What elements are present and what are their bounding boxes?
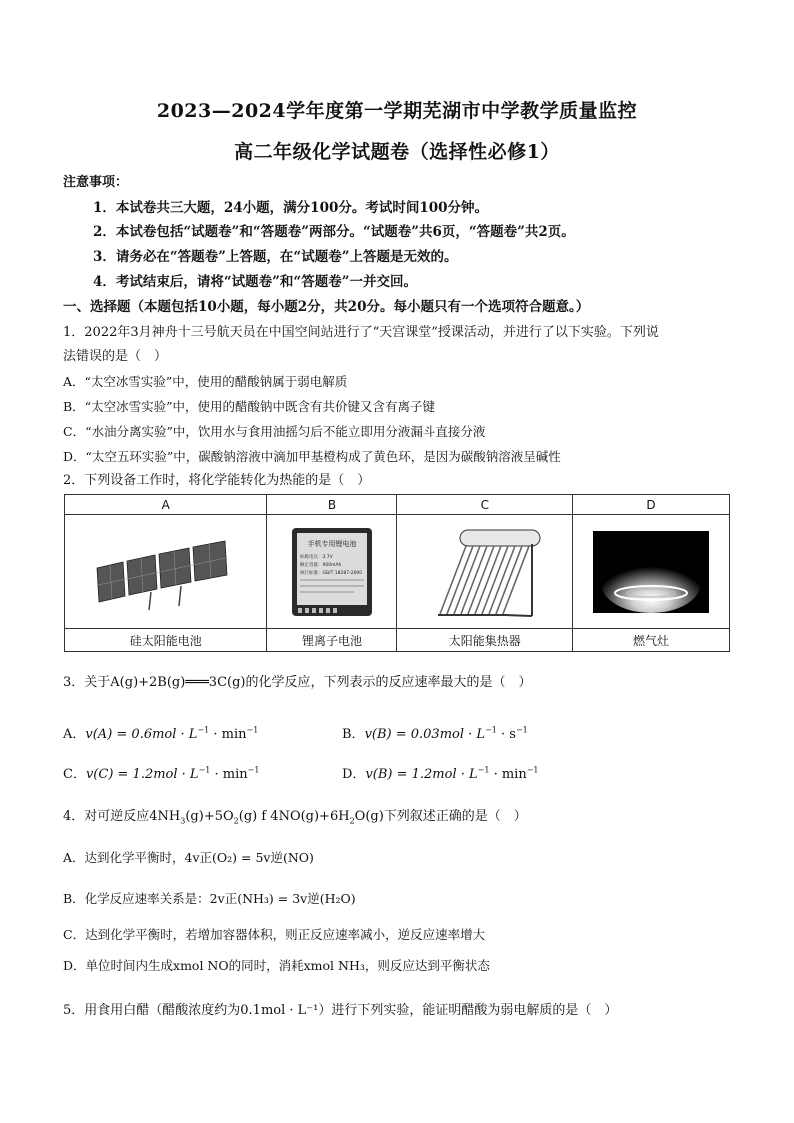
q4-option-a: A．达到化学平衡时，4v正(O₂) = 5v逆(NO) — [63, 850, 314, 865]
q3-option-c-exp1: −1 — [198, 765, 211, 775]
gas-stove-picture — [593, 531, 709, 613]
q3-option-b-unit: · s — [496, 727, 516, 742]
gas-stove-cell — [573, 515, 730, 629]
notice-item-1: 1．本试卷共三大题，24小题，满分100分。考试时间100分钟。 — [93, 200, 489, 216]
q3-prefix: 3．关于 — [63, 675, 111, 690]
q3-option-a-unit: · min — [209, 727, 247, 742]
battery-picture — [284, 524, 380, 620]
q3-option-c — [63, 766, 259, 784]
q1-option-d: D．“太空五环实验”中，碳酸钠溶液中滴加甲基橙构成了黄色环，是因为碳酸钠溶液呈碱性 — [63, 449, 561, 464]
q5-stem: 5．用食用白醋（醋酸浓度约为0.1mol · L⁻¹）进行下列实验，能证明醋酸为弱电解质的是（ ） — [63, 1003, 618, 1018]
q4-reaction-part4: O(g) — [354, 809, 384, 824]
q3-option-c-value: v(C) = 1.2mol · L — [85, 767, 199, 782]
q3-option-b-exp2: −1 — [515, 725, 528, 735]
q3-option-c-label: C． — [63, 767, 86, 782]
battery-label-voltage: 标称电压：3.7V — [299, 554, 333, 560]
q3-option-b-exp1: −1 — [485, 725, 497, 735]
q3-option-d-label: D． — [342, 767, 366, 782]
battery-label-title: 手机专用锂电池 — [307, 539, 357, 548]
q3-option-a-value: v(A) = 0.6mol · L — [85, 727, 198, 742]
q4-option-b: B．化学反应速率关系是：2v正(NH₃) = 3v逆(H₂O) — [63, 891, 356, 906]
table-header-a: A — [65, 495, 267, 515]
notice-item-2: 2．本试卷包括“试题卷”和“答题卷”两部分。“试题卷”共6页，“答题卷”共2页。 — [93, 224, 575, 240]
q3-option-a-exp1: −1 — [197, 725, 210, 735]
q3-option-d-unit: · min — [489, 767, 527, 782]
notice-item-3: 3．请务必在“答题卷”上答题，在“试题卷”上答题是无效的。 — [93, 249, 458, 265]
q4-option-c: C．达到化学平衡时，若增加容器体积，则正反应速率减小，逆反应速率增大 — [63, 927, 486, 942]
q4-reaction-part3: (g) f 4NO(g)+6H — [238, 809, 350, 824]
q4-prefix: 4．对可逆反应 — [63, 809, 150, 824]
q4-reaction-part1: 4NH — [149, 809, 181, 824]
label-c: 太阳能集热器 — [397, 629, 573, 652]
solar-heater-picture — [420, 522, 550, 622]
solar-heater-cell — [397, 515, 573, 629]
battery-label-capacity: 额定容量：900mAh — [299, 562, 342, 568]
notice-heading: 注意事项： — [63, 175, 129, 190]
q3-option-d-exp1: −1 — [477, 765, 490, 775]
exam-subtitle: 高二年级化学试题卷（选择性必修1） — [234, 141, 560, 163]
q1-option-a: A．“太空冰雪实验”中，使用的醋酸钠属于弱电解质 — [63, 374, 348, 389]
label-d: 燃气灶 — [573, 629, 730, 652]
battery-cell — [267, 515, 397, 629]
battery-label-standard: 执行标准：GB/T 18287-2000 — [299, 570, 363, 576]
q4-suffix: 下列叙述正确的是（ ） — [383, 809, 527, 824]
section-heading: 一、选择题（本题包括10小题，每小题2分，共20分。每小题只有一个选项符合题意。） — [63, 299, 590, 315]
table-header-d: D — [573, 495, 730, 515]
q3-option-a-exp2: −1 — [246, 725, 259, 735]
solar-panel-picture — [91, 532, 241, 612]
q1-stem-line1: 1．2022年3月神舟十三号航天员在中国空间站进行了“天宫课堂”授课活动，并进行了以下实验。下列说 — [63, 325, 659, 340]
q1-stem-line2: 法错误的是（ ） — [63, 349, 168, 364]
q4-reaction-part2: (g)+5O — [185, 809, 234, 824]
q2-device-table — [64, 494, 730, 652]
notice-item-4: 4．考试结束后，请将“试题卷”和“答题卷”一并交回。 — [93, 274, 417, 290]
exam-title: 2023—2024学年度第一学期芜湖市中学教学质量监控 — [156, 100, 638, 122]
q3-option-d-value: v(B) = 1.2mol · L — [365, 767, 478, 782]
q3-option-c-exp2: −1 — [247, 765, 260, 775]
q3-option-c-unit: · min — [210, 767, 248, 782]
q1-option-c: C．“水油分离实验”中，饮用水与食用油摇匀后不能立即用分液漏斗直接分液 — [63, 424, 486, 439]
q3-option-d — [342, 766, 539, 784]
q3-suffix: 的化学反应，下列表示的反应速率最大的是（ ） — [245, 675, 532, 690]
q3-option-a — [63, 726, 258, 744]
q4-stem: 4．对可逆反应$4NH_3(g)+5O_2(g)$ f $4NO(g)+6H_2O(g)$下列叙述正确的是（ ） — [63, 809, 527, 826]
table-header-b: B — [267, 495, 397, 515]
q3-option-b-label: B． — [342, 727, 365, 742]
label-b: 锂离子电池 — [267, 629, 397, 652]
label-a: 硅太阳能电池 — [65, 629, 267, 652]
solar-panel-cell — [65, 515, 267, 629]
q3-stem — [63, 674, 532, 692]
q2-stem: 2．下列设备工作时，将化学能转化为热能的是（ ） — [63, 473, 371, 488]
q3-option-a-label: A． — [63, 727, 86, 742]
table-header-c: C — [397, 495, 573, 515]
q3-option-b — [342, 726, 528, 744]
q3-option-d-exp2: −1 — [526, 765, 539, 775]
q3-reaction: A(g)+2B(g)═══3C(g) — [110, 675, 246, 690]
q3-option-b-value: v(B) = 0.03mol · L — [364, 727, 486, 742]
q4-option-d: D．单位时间内生成xmol NO的同时，消耗xmol NH₃，则反应达到平衡状态 — [63, 958, 490, 973]
q1-option-b: B．“太空冰雪实验”中，使用的醋酸钠中既含有共价键又含有离子键 — [63, 399, 435, 414]
